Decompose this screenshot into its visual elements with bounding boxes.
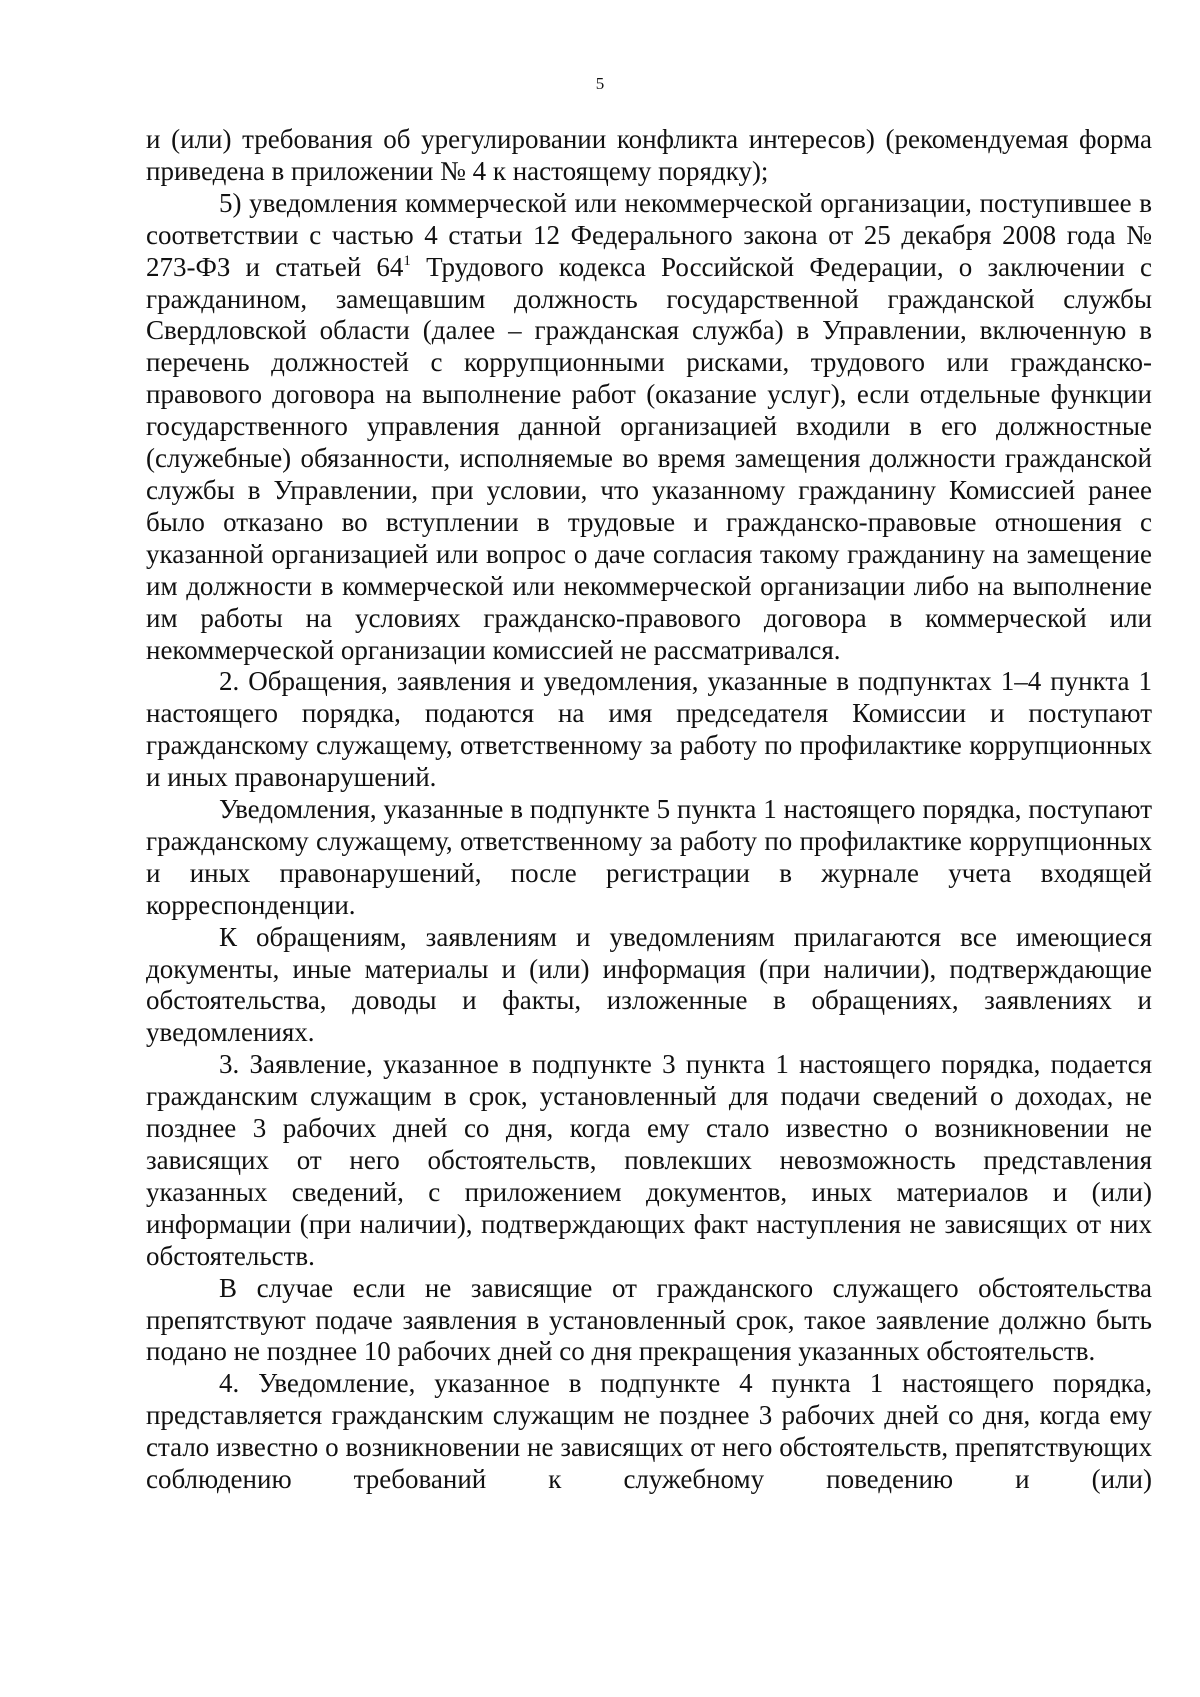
paragraph-notifications: Уведомления, указанные в подпункте 5 пункта 1 настоящего порядка, поступают гражданскому служащему, ответственному за работу по профилактике коррупционных и иных правонарушений, после регистрации в журнале учета входящей корреспонденции. [146,794,1152,920]
document-body [146,124,1152,1496]
paragraph-item-5 [146,188,1152,667]
paragraph-clause-4: 4. Уведомление, указанное в подпункте 4 пункта 1 настоящего порядка, представляется гражданским служащим не позднее 3 рабочих дней со дня, когда ему стало известно о возникновении не зависящих от него обстоятельств, препятствующих соблюдению требований к служебному поведению и (или) [146,1368,1152,1495]
paragraph-continuation: и (или) требования об урегулировании конфликта интересов) (рекомендуемая форма приведена в приложении № 4 к настоящему порядку); [146,124,1152,186]
paragraph-item-5-text-start: 5) уведомления коммерческой или некоммерческой организации, поступившее в соответствии с частью 4 статьи 12 Федерального закона от 25 декабря 2008 года № 273-ФЗ и статьей 64 [146,187,1152,282]
paragraph-clause-3: 3. Заявление, указанное в подпункте 3 пункта 1 настоящего порядка, подается гражданским служащим в срок, установленный для подачи сведений о доходах, не позднее 3 рабочих дней со дня, когда ему стало известно о возникновении не зависящих от него обстоятельств, повлекших невозможность представления указанных сведений, с приложением документов, иных материалов и (или) информации (при наличии), подтверждающих факт наступления не зависящих от них обстоятельств. [146,1049,1152,1271]
article-superscript: 1 [403,252,411,269]
paragraph-item-5-text-end: Трудового кодекса Российской Федерации, о заключении с гражданином, замещавшим должность государственной гражданской службы Свердловской области (далее – гражданская служба) в Управлении, включенную в перечень должностей с коррупционными рисками, трудового или гражданско-правового договора на выполнение работ (оказание услуг), если отдельные функции государственного управления данной организацией входили в его должностные (служебные) обязанности, исполняемые во время замещения должности гражданской службы в Управлении, при условии, что указанному гражданину Комиссией ранее было отказано во вступлении в трудовые и гражданско-правовые отношения с указанной организацией или вопрос о даче согласия такому гражданину на замещение им должности в коммерческой или некоммерческой организации либо на выполнение им работы на условиях гражданско-правового договора в коммерческой или некоммерческой организации комиссией не рассматривался. [146,251,1152,665]
paragraph-attachments: К обращениям, заявлениям и уведомлениям прилагаются все имеющиеся документы, иные материалы и (или) информация (при наличии), подтверждающие обстоятельства, доводы и факты, изложенные в обращениях, заявлениях и уведомлениях. [146,921,1152,1048]
page-number: 5 [595,74,605,93]
paragraph-clause-2: 2. Обращения, заявления и уведомления, указанные в подпунктах 1–4 пункта 1 настоящего порядка, подаются на имя председателя Комиссии и поступают гражданскому служащему, ответственному за работу по профилактике коррупционных и иных правонарушений. [146,666,1152,793]
paragraph-deadline: В случае если не зависящие от гражданского служащего обстоятельства препятствуют подаче заявления в установленный срок, такое заявление должно быть подано не позднее 10 рабочих дней со дня прекращения указанных обстоятельств. [146,1272,1152,1367]
